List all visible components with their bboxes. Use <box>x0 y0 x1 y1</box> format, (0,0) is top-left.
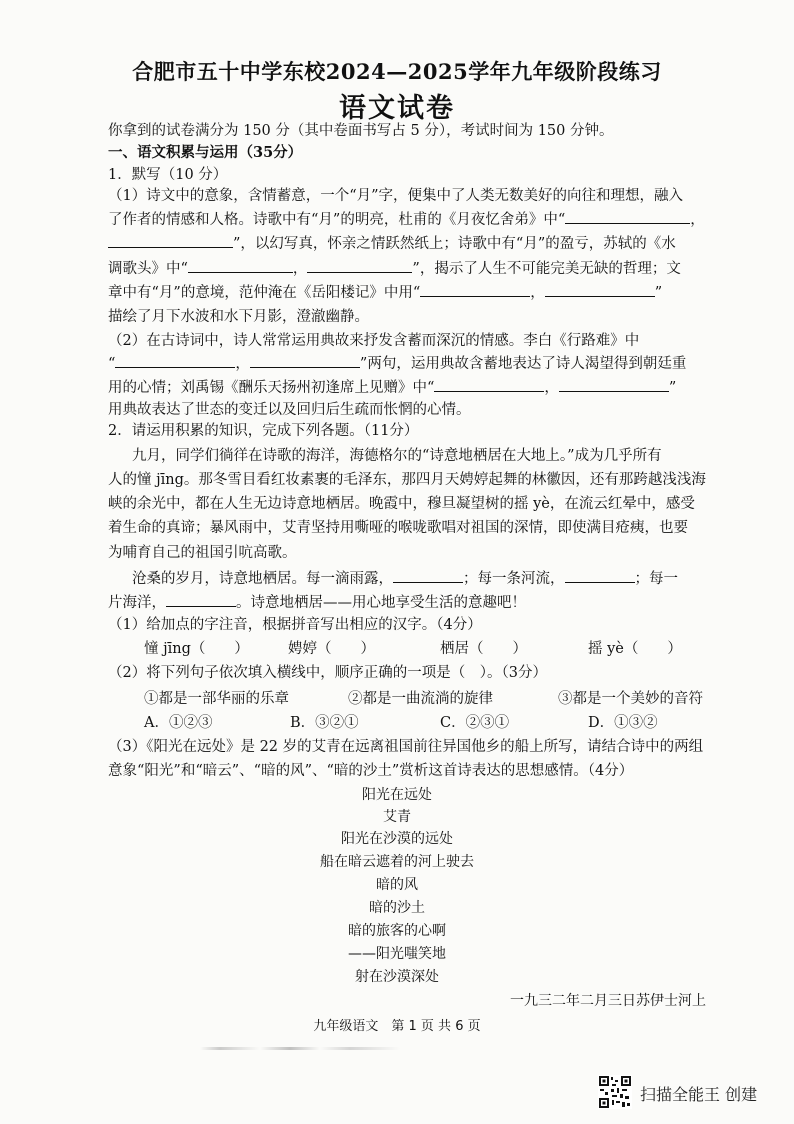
sentence-3: ③都是一个美妙的音符 <box>558 691 703 707</box>
q1-p2-line2 <box>108 355 686 373</box>
pinyin-item-4[interactable]: 摇 yè（ ） <box>588 641 682 657</box>
q1-p1-line4 <box>108 260 681 278</box>
text: ， <box>690 212 705 228</box>
q2-sub2: （2）将下列句子依次填入横线中，顺序正确的一项是（ ）。（3分） <box>108 665 547 681</box>
poem-line: 船在暗云遮着的河上驶去 <box>320 854 474 870</box>
answer-blank[interactable] <box>188 260 293 273</box>
text: ， <box>235 356 250 372</box>
text: ， <box>530 285 545 301</box>
answer-blank[interactable] <box>565 211 690 224</box>
answer-blank[interactable] <box>545 284 655 297</box>
sentence-1: ①都是一部华丽的乐章 <box>144 691 289 707</box>
poem-line: 射在沙漠深处 <box>355 969 439 985</box>
q1-p1-line1: （1）诗文中的意象，含情蓄意，一个“月”字，便集中了人类无数美好的向往和理想，融入 <box>108 188 684 204</box>
choice-b[interactable]: B．③②① <box>290 715 359 731</box>
text: ”两句，运用典故含蓄地表达了诗人渴望得到朝廷重 <box>359 356 687 372</box>
passage-line1: 九月，同学们徜徉在诗歌的海洋，海德格尔的“诗意地栖居在大地上。”成为几乎所有 <box>132 448 662 464</box>
scanner-watermark: 扫描全能王 创建 <box>640 1085 758 1104</box>
answer-blank[interactable] <box>166 594 236 607</box>
poem-line: 暗的风 <box>376 877 418 893</box>
poem-title: 阳光在远处 <box>362 787 432 803</box>
q1-p1-line6: 描绘了月下水波和水下月影，澄澈幽静。 <box>108 309 369 325</box>
answer-blank[interactable] <box>307 260 412 273</box>
pinyin-item-2[interactable]: 娉婷（ ） <box>288 641 375 657</box>
text: 了作者的情感和人格。诗歌中有“月”的明亮，杜甫的《月夜忆舍弟》中“ <box>108 212 566 228</box>
text: ；每一 <box>634 571 678 587</box>
pinyin-item-1[interactable]: 憧 jīng（ ） <box>144 641 249 657</box>
passage-line3: 峡的余光中，都在人生无边诗意地栖居。晚霞中，穆旦凝望树的摇 yè，在流云红晕中，感受 <box>108 496 695 512</box>
scan-smudge <box>200 1047 400 1050</box>
answer-blank[interactable] <box>115 355 235 368</box>
section-heading: 一、语文积累与运用（35分） <box>108 144 303 161</box>
exam-note: 你拿到的试卷满分为 150 分（其中卷面书写占 5 分），考试时间为 150 分钟。 <box>108 123 614 139</box>
exam-title: 合肥市五十中学东校2024—2025学年九年级阶段练习 <box>132 59 662 84</box>
text: ” <box>654 285 663 301</box>
poem-line: ——阳光嗤笑地 <box>348 946 446 962</box>
poem-line: 阳光在沙漠的远处 <box>341 831 453 847</box>
choice-d[interactable]: D．①③② <box>588 715 658 731</box>
poem-date: 一九三二年二月三日苏伊士河上 <box>510 993 706 1009</box>
q1-p1-line2 <box>108 211 705 229</box>
page-footer: 九年级语文 第 1 页 共 6 页 <box>313 1019 481 1034</box>
text: ”，以幻写真，怀亲之情跃然纸上；诗歌中有“月”的盈亏，苏轼的《水 <box>233 236 676 252</box>
passage-line2: 人的憧 jīng。那冬雪目看红妆素裹的毛泽东，那四月天娉婷起舞的林徽因，还有那跨越浅浅海 <box>108 472 706 488</box>
q1-p2-line3 <box>108 379 676 397</box>
text: 调歌头》中“ <box>108 261 188 277</box>
answer-blank[interactable] <box>565 570 635 583</box>
text: 章中有“月”的意境，范仲淹在《岳阳楼记》中用“ <box>108 285 421 301</box>
text: ；每一条河流， <box>463 571 565 587</box>
text: ， <box>544 380 559 396</box>
answer-blank[interactable] <box>108 235 233 248</box>
poem-author: 艾青 <box>383 809 411 825</box>
question-2-heading: 2．请运用积累的知识，完成下列各题。（11分） <box>108 423 419 439</box>
text: 片海洋， <box>108 595 166 611</box>
q2-sub1: （1）给加点的字注音，根据拼音写出相应的汉字。（4分） <box>108 617 482 633</box>
answer-blank[interactable] <box>250 355 360 368</box>
answer-blank[interactable] <box>559 379 669 392</box>
qr-code-icon <box>598 1075 632 1109</box>
passage-line4: 着生命的真谛；暴风雨中，艾青坚持用嘶哑的喉咙歌唱对祖国的深情，即使满目疮痍，也要 <box>108 520 688 536</box>
q1-p2-line1: （2）在古诗词中，诗人常常运用典故来抒发含蓄而深沉的情感。李白《行路难》中 <box>108 333 640 349</box>
exam-subtitle: 语文试卷 <box>339 93 455 124</box>
poem-line: 暗的旅客的心啊 <box>348 923 446 939</box>
text: 。诗意地栖居——用心地享受生活的意趣吧！ <box>236 595 526 611</box>
q1-p2-line4: 用典故表达了世态的变迁以及回归后生疏而怅惘的心情。 <box>108 402 471 418</box>
text: 用的心情；刘禹锡《酬乐天扬州初逢席上见赠》中“ <box>108 380 435 396</box>
text: ”，揭示了人生不可能完美无缺的哲理；文 <box>412 261 681 277</box>
answer-blank[interactable] <box>420 284 530 297</box>
q1-p1-line5 <box>108 284 662 302</box>
choice-c[interactable]: C．②③① <box>440 715 510 731</box>
text: 沧桑的岁月，诗意地栖居。每一滴雨露， <box>132 571 393 587</box>
passage-para2-line2 <box>108 594 526 612</box>
q1-p1-line3 <box>108 235 676 253</box>
answer-blank[interactable] <box>393 570 463 583</box>
text: ” <box>668 380 677 396</box>
choice-a[interactable]: A．①②③ <box>144 715 213 731</box>
text: ， <box>292 261 308 277</box>
passage-line5: 为哺育自己的祖国引吭高歌。 <box>108 545 297 561</box>
pinyin-item-3[interactable]: 栖居（ ） <box>440 641 527 657</box>
passage-para2-line1 <box>132 570 678 588</box>
poem-line: 暗的沙土 <box>369 900 425 916</box>
answer-blank[interactable] <box>434 379 544 392</box>
text: “ <box>108 356 116 372</box>
q2-sub3-line1: （3）《阳光在远处》是 22 岁的艾青在远离祖国前往异国他乡的船上所写，请结合诗中的两组 <box>108 739 704 755</box>
question-1-heading: 1．默写（10 分） <box>108 167 228 183</box>
sentence-2: ②都是一曲流淌的旋律 <box>348 691 493 707</box>
q2-sub3-line2: 意象“阳光”和“暗云”、“暗的风”、“暗的沙土”赏析这首诗表达的思想感情。（4分） <box>108 763 634 779</box>
